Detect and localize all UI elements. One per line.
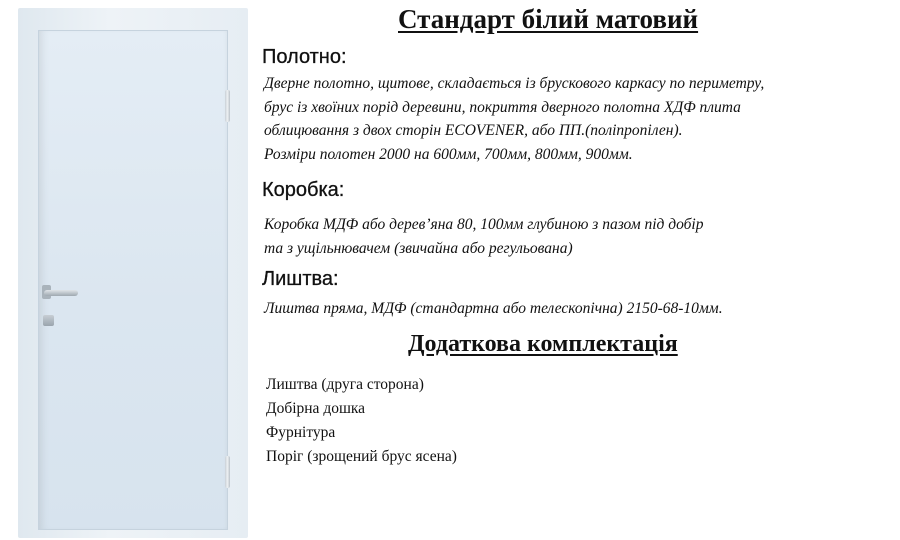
door-image <box>18 8 248 538</box>
section-heading-polotno: Полотно: <box>262 46 347 68</box>
list-item: Фурнітура <box>266 424 336 441</box>
text-line: Коробка МДФ або дерев’яна 80, 100мм глубиною з пазом під добір <box>264 216 704 233</box>
list-item: Поріг (зрощений брус ясена) <box>266 448 457 465</box>
extras-list <box>266 373 457 469</box>
door-panel <box>38 30 228 530</box>
product-title: Стандарт білий матовий <box>398 4 699 34</box>
text-line: Дверне полотно, щитове, складається із брускового каркасу по периметру, <box>264 75 765 92</box>
list-item: Лиштва (друга сторона) <box>266 376 424 393</box>
text-line: Розміри полотен 2000 на 600мм, 700мм, 800мм, 900мм. <box>264 145 633 163</box>
text-line: та з ущільнювачем (звичайна або регульована) <box>264 239 573 257</box>
section-heading-korobka: Коробка: <box>262 179 345 201</box>
section-text-lyshtva <box>264 297 723 321</box>
door-handle-icon <box>44 290 78 296</box>
lock-icon <box>43 315 54 326</box>
lower-hinge-icon <box>225 456 230 488</box>
extras-title: Додаткова комплектація <box>408 331 678 357</box>
text-line: Лиштва пряма, МДФ (стандартна або телескопічна) 2150-68-10мм. <box>264 300 723 317</box>
text-line: облицювання з двох сторін ECOVENER, або ПП.(поліпропілен). <box>264 122 683 139</box>
upper-hinge-icon <box>225 90 230 122</box>
section-heading-lyshtva: Лиштва: <box>262 268 339 290</box>
section-text-polotno <box>264 72 764 166</box>
section-text-korobka <box>264 213 704 260</box>
list-item: Добірна дошка <box>266 400 366 417</box>
text-line: брус із хвоїних порід деревини, покриття дверного полотна ХДФ плита <box>264 98 741 116</box>
